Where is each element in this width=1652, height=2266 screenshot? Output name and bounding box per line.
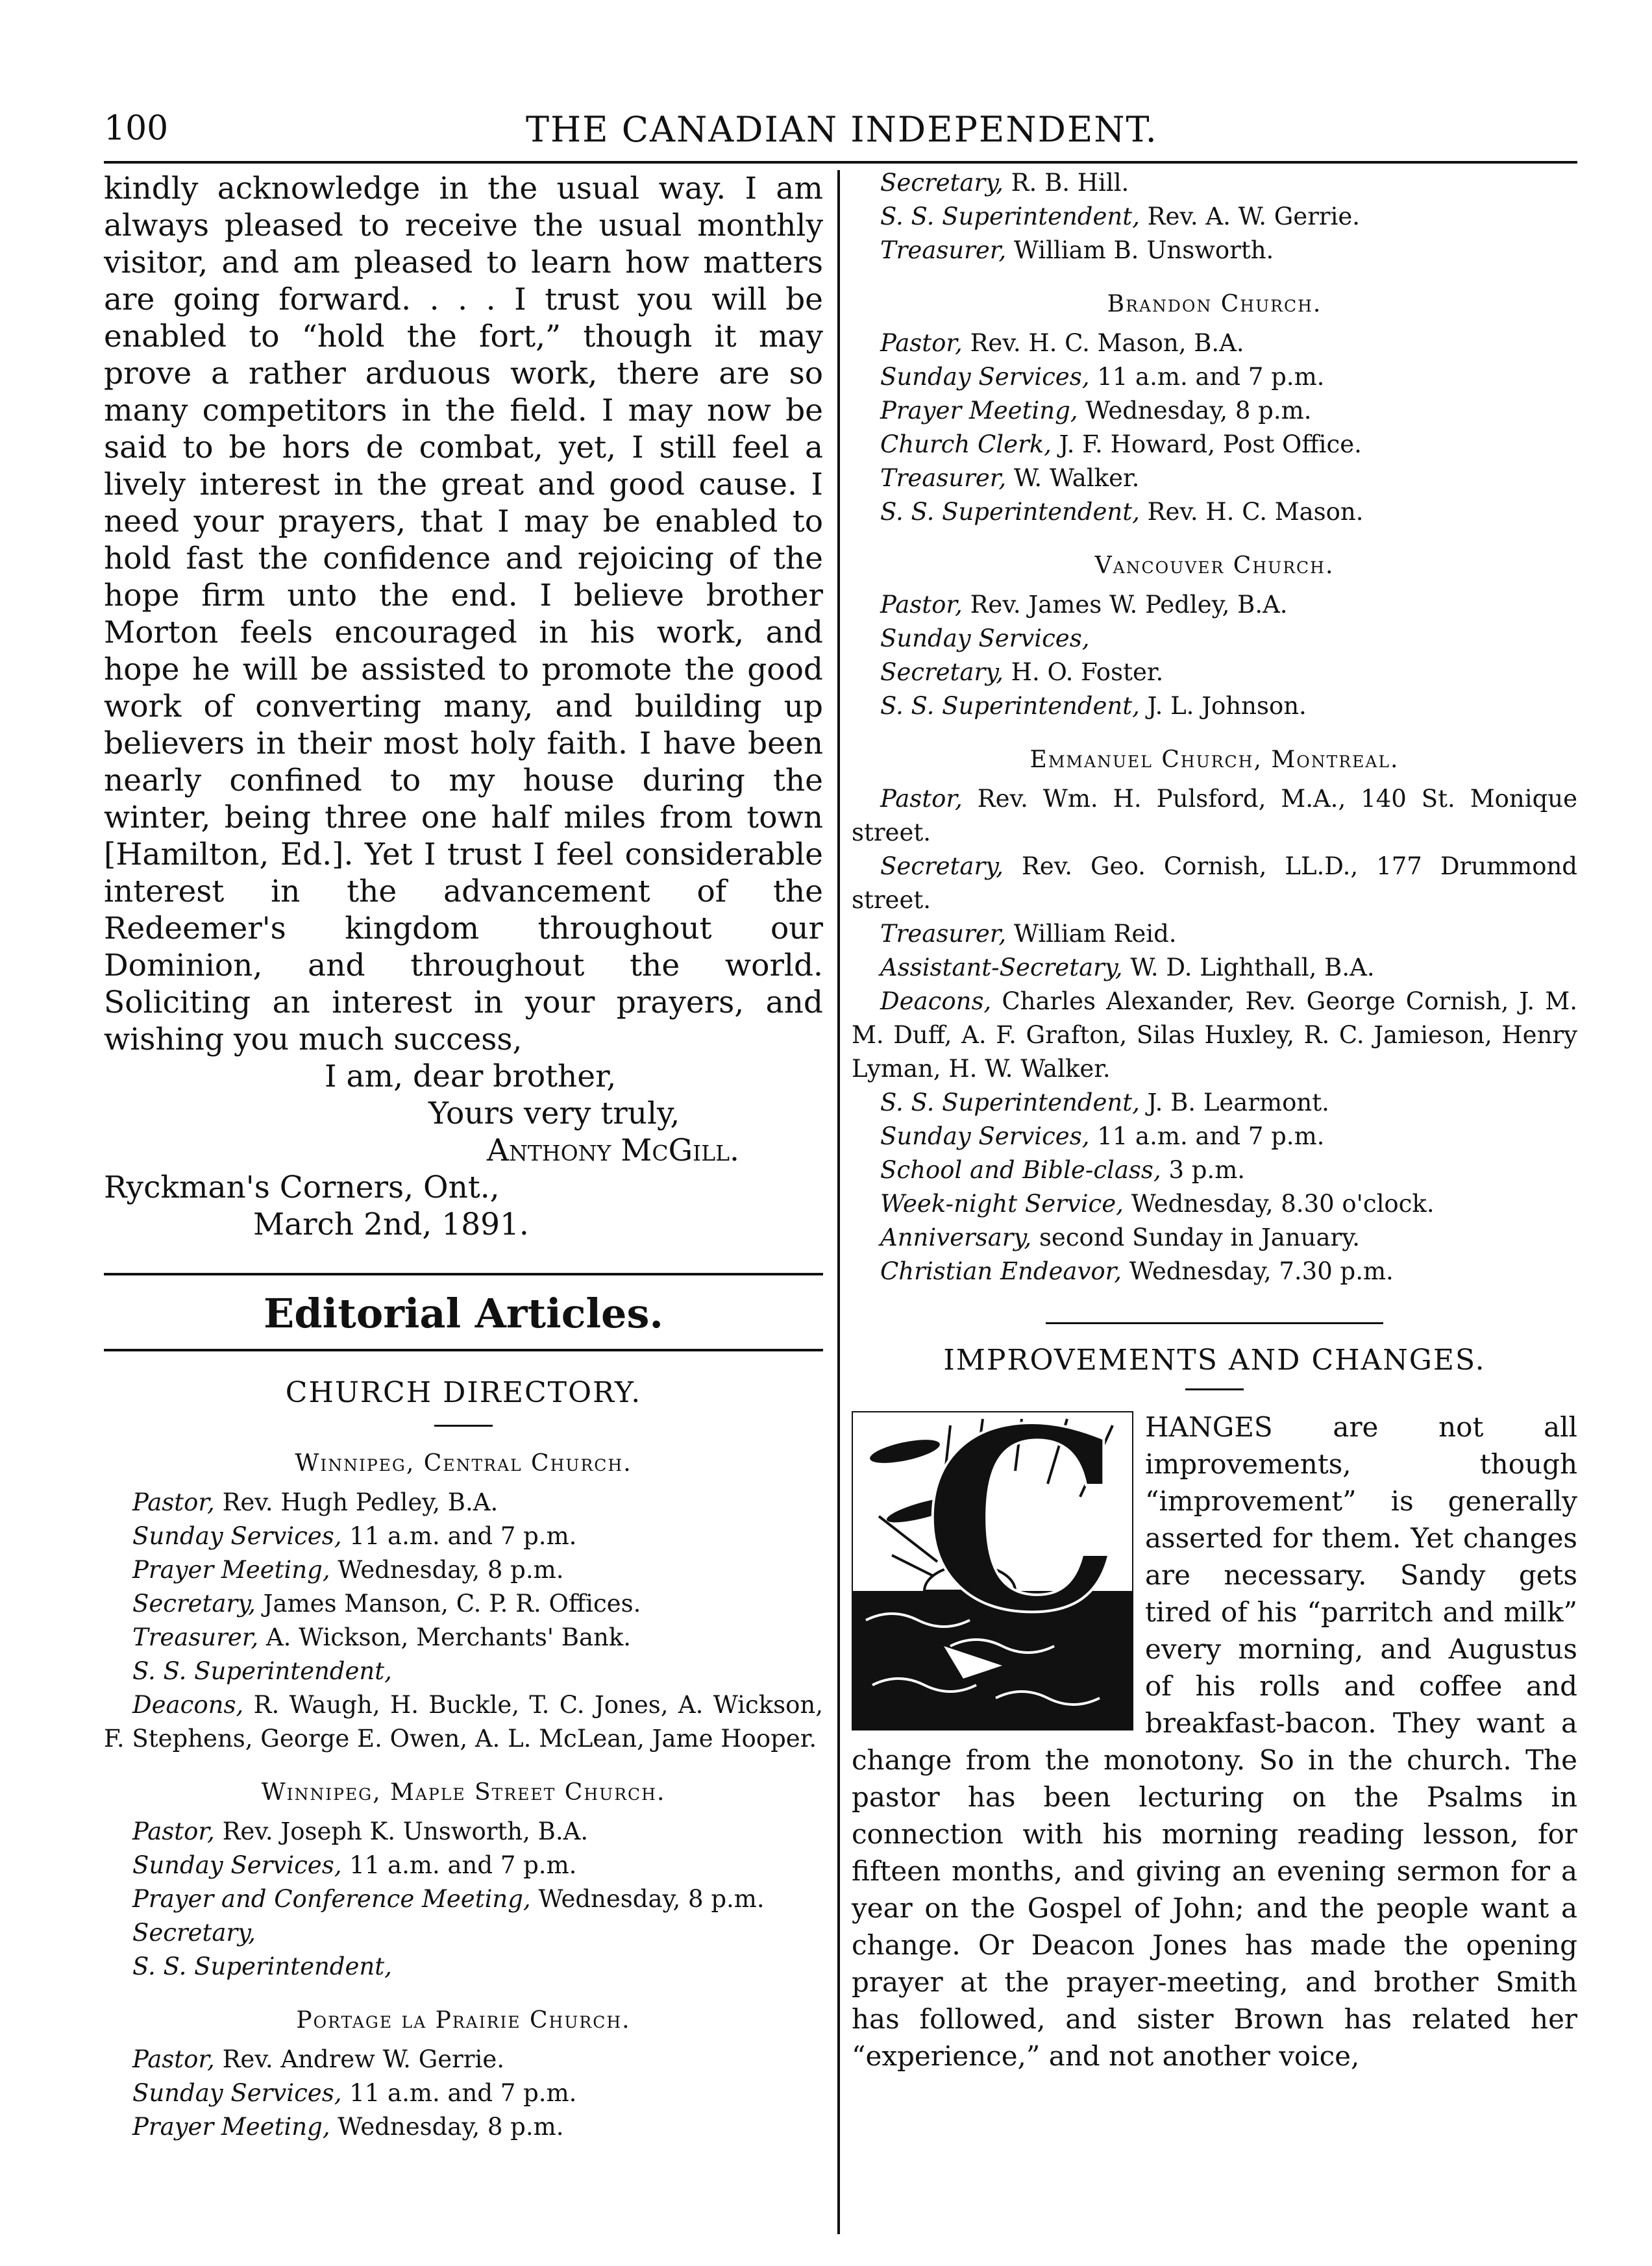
entry-label: Week-night Service, xyxy=(880,1190,1124,1218)
directory-entry xyxy=(852,326,1577,360)
directory-entry xyxy=(852,1187,1577,1221)
church-name: Portage la Prairie Church. xyxy=(296,2007,631,2034)
entry-text: Wednesday, 8 p.m. xyxy=(330,1556,564,1584)
section-rule xyxy=(1046,1322,1383,1324)
church-list-right xyxy=(852,166,1577,1288)
entry-text: J. L. Johnson. xyxy=(1139,692,1307,720)
entry-label: Deacons, xyxy=(132,1691,244,1719)
directory-entry xyxy=(852,462,1577,495)
entry-label: Pastor, xyxy=(132,1817,215,1845)
entry-text: Wednesday, 7.30 p.m. xyxy=(1122,1257,1394,1285)
entry-label: S. S. Superintendent, xyxy=(880,203,1140,230)
entry-text: Rev. H. C. Mason. xyxy=(1139,498,1364,526)
directory-entry xyxy=(852,1153,1577,1187)
entry-text: Rev. James W. Pedley, B.A. xyxy=(962,591,1288,619)
entry-text: 11 a.m. and 7 p.m. xyxy=(341,1851,577,1879)
entry-label: S. S. Superintendent, xyxy=(880,692,1140,720)
entry-label: Treasurer, xyxy=(880,464,1007,492)
running-header xyxy=(104,109,1577,158)
entry-text: Wednesday, 8 p.m. xyxy=(530,1885,765,1913)
column-divider xyxy=(837,170,840,2234)
entry-text: second Sunday in January. xyxy=(1031,1224,1360,1251)
directory-entry xyxy=(852,689,1577,723)
entry-label: S. S. Superintendent, xyxy=(132,1952,392,1980)
entry-label: Pastor, xyxy=(132,2045,215,2073)
church-name: Brandon Church. xyxy=(1107,291,1322,317)
church-name: Winnipeg, Central Church. xyxy=(295,1450,632,1477)
entry-text: Rev. H. C. Mason, B.A. xyxy=(962,329,1244,357)
entry-text: William B. Unsworth. xyxy=(1006,236,1274,264)
directory-entry xyxy=(104,1553,823,1587)
entry-label: Secretary, xyxy=(880,658,1004,686)
church-name: Winnipeg, Maple Street Church. xyxy=(261,1779,666,1806)
entry-text: Charles Alexander, Rev. George Cornish, J. M. M. Duff, A. F. Grafton, Silas Huxley, R. C. Jamieson, Henry Lyman, H. W. Walker. xyxy=(852,987,1577,1083)
directory-entry xyxy=(104,1815,823,1849)
entry-text: Rev. A. W. Gerrie. xyxy=(1139,203,1361,230)
directory-entry xyxy=(852,360,1577,394)
short-rule xyxy=(434,1425,493,1427)
entry-text: H. O. Foster. xyxy=(1003,658,1164,686)
improvements-body: HANGES are not all improvements, though “improvement” is generally asserted for them. Yet changes are necessary. Sandy gets tired of his “parritch and milk” every morning, and Augustus of his rolls and coffee and breakfast-bacon. They want a change from the monotony. So in the church. The pastor has been lecturing on the Psalms in connection with his morning reading lesson, for fifteen months, and giving an evening sermon for a year on the Gospel of John; and the people want a change. Or Deacon Jones has made the opening prayer at the prayer-meeting, and brother Smith has followed, and sister Brown has related her “experience,” and not another voice, xyxy=(852,1411,1577,2072)
entry-label: Treasurer, xyxy=(880,236,1007,264)
entry-label: Church Clerk, xyxy=(880,430,1052,458)
directory-entry xyxy=(852,1255,1577,1288)
entry-label: Secretary, xyxy=(132,1590,256,1618)
letter-body xyxy=(104,170,823,1058)
entry-label: Prayer Meeting, xyxy=(880,397,1078,425)
entry-label: Pastor, xyxy=(880,785,963,813)
directory-entry xyxy=(852,234,1577,267)
entry-text: A. Wickson, Merchants' Bank. xyxy=(258,1623,632,1651)
dropcap-letter: C xyxy=(923,1412,1120,1666)
entry-text: R. Waugh, H. Buckle, T. C. Jones, A. Wickson, F. Stephens, George E. Owen, A. L. McLean, Jame Hooper. xyxy=(104,1691,823,1753)
letter-salutation: Yours very truly, xyxy=(428,1096,680,1131)
entry-label: Sunday Services, xyxy=(132,1851,342,1879)
directory-entry xyxy=(852,428,1577,462)
improvements-article xyxy=(852,1409,1577,2075)
directory-entry xyxy=(104,1621,823,1655)
letter-signature: Anthony McGill. xyxy=(487,1133,739,1168)
directory-entry xyxy=(852,622,1577,656)
page-number: 100 xyxy=(104,109,169,148)
directory-entry xyxy=(104,1486,823,1520)
entry-label: Secretary, xyxy=(880,169,1004,197)
entry-text: Rev. Andrew W. Gerrie. xyxy=(214,2045,505,2073)
letter-signoff xyxy=(104,1058,823,1243)
entry-label: Pastor, xyxy=(132,1488,215,1516)
directory-entry xyxy=(852,1120,1577,1153)
entry-text: W. D. Lighthall, B.A. xyxy=(1122,954,1375,981)
entry-label: Treasurer, xyxy=(132,1623,259,1651)
directory-entry xyxy=(104,1688,823,1756)
entry-label: Treasurer, xyxy=(880,920,1007,948)
entry-text: 11 a.m. and 7 p.m. xyxy=(1089,363,1325,391)
entry-label: Prayer and Conference Meeting, xyxy=(132,1885,531,1913)
letter-date: March 2nd, 1891. xyxy=(253,1207,529,1242)
entry-text: 11 a.m. and 7 p.m. xyxy=(341,1522,577,1550)
directory-entry xyxy=(852,1221,1577,1255)
directory-entry xyxy=(104,1849,823,1882)
entry-text: Wednesday, 8.30 o'clock. xyxy=(1123,1190,1435,1218)
entry-label: Sunday Services, xyxy=(880,363,1090,391)
entry-label: Prayer Meeting, xyxy=(132,2113,330,2141)
directory-entry xyxy=(104,2110,823,2144)
directory-entry xyxy=(104,1916,823,1950)
entry-label: Prayer Meeting, xyxy=(132,1556,330,1584)
entry-text: J. B. Learmont. xyxy=(1139,1089,1329,1116)
directory-entry xyxy=(852,985,1577,1086)
entry-label: Christian Endeavor, xyxy=(880,1257,1122,1285)
entry-label: S. S. Superintendent, xyxy=(132,1657,392,1685)
entry-text: W. Walker. xyxy=(1006,464,1140,492)
directory-entry xyxy=(104,2076,823,2110)
directory-entry xyxy=(852,200,1577,234)
entry-text: Wednesday, 8 p.m. xyxy=(330,2113,564,2141)
directory-entry xyxy=(852,166,1577,200)
left-column xyxy=(104,170,823,2144)
entry-label: Pastor, xyxy=(880,329,963,357)
section-rule xyxy=(104,1349,823,1351)
entry-text: Rev. Geo. Cornish, LL.D., 177 Drummond street. xyxy=(852,852,1577,914)
entry-text: 11 a.m. and 7 p.m. xyxy=(341,2079,577,2107)
directory-entry xyxy=(852,917,1577,951)
letter-paragraph: kindly acknowledge in the usual way. I am always pleased to receive the usual monthly visitor, and am pleased to learn how matters are going forward. . . . I trust you will be enabled to “hold the fort,” though it may prove a rather arduous work, there are so many competitors in the field. I may now be said to be hors de combat, yet, I still feel a lively interest in the great and good cause. I need your prayers, that I may be enabled to hold fast the confidence and rejoicing of the hope firm unto the end. I believe brother Morton feels encouraged in his work, and hope he will be assisted to promote the good work of converting many, and building up believers in their most holy faith. I have been nearly confined to my house during the winter, being three one half miles from town [Hamilton, Ed.]. Yet I trust I feel considerable interest in the advancement of the Redeemer's kingdom throughout our Dominion, and throughout the world. Soliciting an interest in your prayers, and wishing you much success, xyxy=(104,171,823,1057)
directory-entry xyxy=(104,1950,823,1984)
entry-text: Rev. Joseph K. Unsworth, B.A. xyxy=(214,1817,589,1845)
entry-label: Secretary, xyxy=(880,852,1004,880)
church-name: Vancouver Church. xyxy=(1094,552,1335,579)
improvements-heading: IMPROVEMENTS AND CHANGES. xyxy=(943,1344,1486,1377)
letter-closing: I am, dear brother, xyxy=(325,1059,617,1094)
section-rule xyxy=(104,1273,823,1275)
journal-title: THE CANADIAN INDEPENDENT. xyxy=(526,109,1158,150)
entry-label: Anniversary, xyxy=(880,1224,1032,1251)
entry-label: S. S. Superintendent, xyxy=(880,1089,1140,1116)
entry-label: School and Bible-class, xyxy=(880,1156,1161,1184)
short-rule xyxy=(1185,1388,1244,1390)
directory-entry xyxy=(104,2043,823,2076)
dropcap-picture xyxy=(853,1412,1132,1729)
entry-text: 11 a.m. and 7 p.m. xyxy=(1089,1122,1325,1150)
directory-entry xyxy=(852,850,1577,917)
entry-label: Pastor, xyxy=(880,591,963,619)
letter-place: Ryckman's Corners, Ont., xyxy=(104,1170,500,1205)
entry-text: James Manson, C. P. R. Offices. xyxy=(255,1590,641,1618)
directory-entry xyxy=(104,1520,823,1553)
entry-text: R. B. Hill. xyxy=(1003,169,1129,197)
editorial-heading: Editorial Articles. xyxy=(264,1290,663,1337)
entry-label: Sunday Services, xyxy=(132,2079,342,2107)
directory-entry xyxy=(852,1086,1577,1120)
directory-entry xyxy=(852,394,1577,428)
directory-entry xyxy=(852,656,1577,689)
entry-label: Deacons, xyxy=(880,987,992,1015)
dropcap-illustration xyxy=(852,1411,1133,1730)
entry-label: Assistant-Secretary, xyxy=(880,954,1123,981)
directory-entry xyxy=(852,782,1577,850)
church-name: Emmanuel Church, Montreal. xyxy=(1029,746,1399,773)
directory-entry xyxy=(852,588,1577,622)
directory-entry xyxy=(104,1882,823,1916)
entry-label: Sunday Services, xyxy=(880,1122,1090,1150)
right-column xyxy=(852,170,1577,2075)
entry-text: Wednesday, 8 p.m. xyxy=(1078,397,1312,425)
directory-heading: CHURCH DIRECTORY. xyxy=(285,1376,642,1409)
directory-entry xyxy=(852,951,1577,985)
entry-text: William Reid. xyxy=(1006,920,1177,948)
entry-label: S. S. Superintendent, xyxy=(880,498,1140,526)
entry-label: Secretary, xyxy=(132,1919,256,1947)
entry-text: Rev. Hugh Pedley, B.A. xyxy=(214,1488,499,1516)
entry-text: 3 p.m. xyxy=(1161,1156,1246,1184)
header-rule xyxy=(104,161,1577,164)
entry-text: Rev. Wm. H. Pulsford, M.A., 140 St. Monique street. xyxy=(852,785,1577,846)
directory-entry xyxy=(104,1655,823,1688)
entry-label: Sunday Services, xyxy=(880,624,1090,652)
church-list-left xyxy=(104,1450,823,2144)
directory-entry xyxy=(104,1587,823,1621)
entry-label: Sunday Services, xyxy=(132,1522,342,1550)
entry-text: J. F. Howard, Post Office. xyxy=(1051,430,1362,458)
directory-entry xyxy=(852,495,1577,529)
